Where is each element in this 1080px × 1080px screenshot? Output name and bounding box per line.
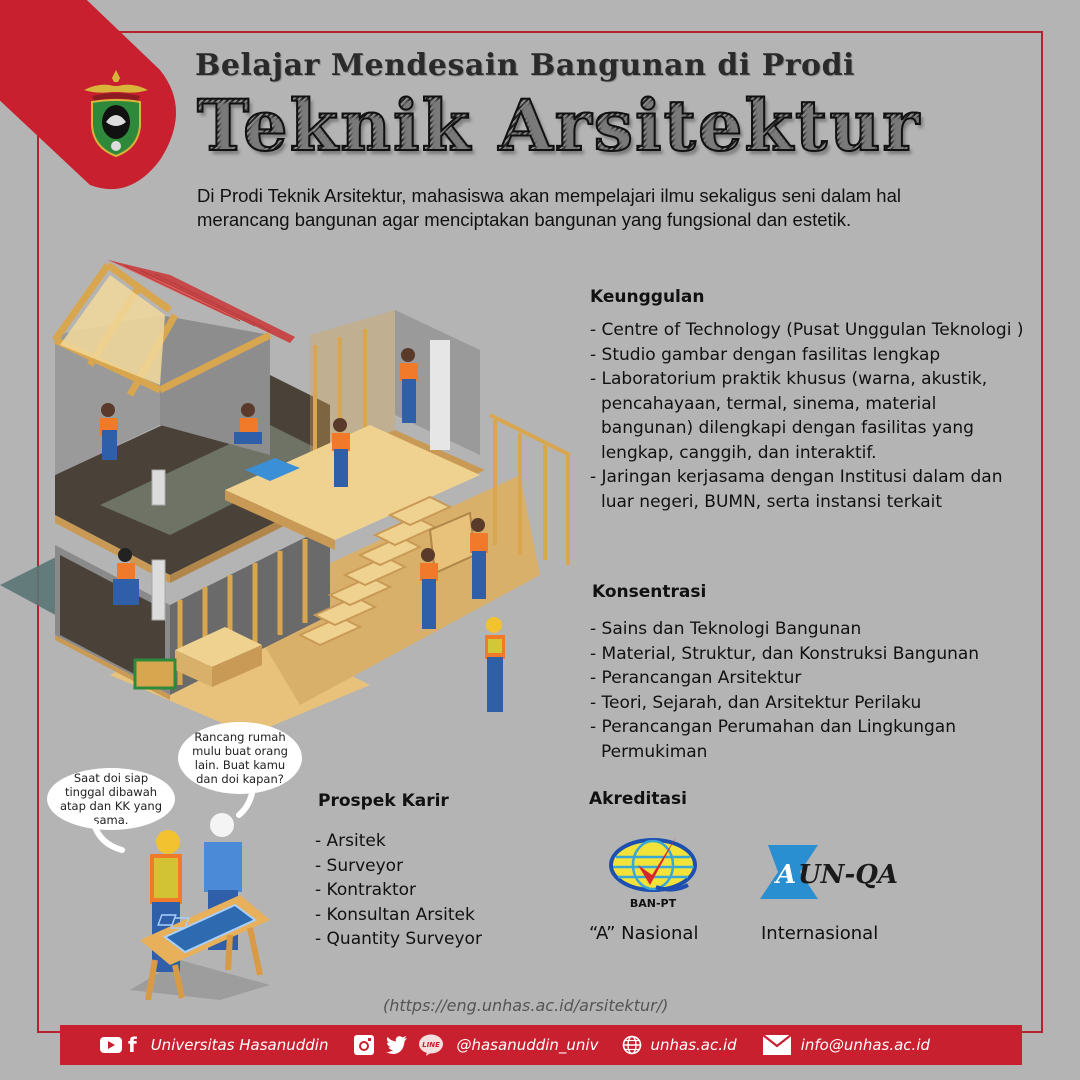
list-item: - Perancangan Arsitektur bbox=[590, 666, 1030, 691]
keunggulan-list bbox=[590, 318, 1030, 514]
list-item: - Quantity Surveyor bbox=[315, 927, 535, 952]
keunggulan-heading: Keunggulan bbox=[590, 287, 705, 307]
akreditasi-heading: Akreditasi bbox=[589, 789, 687, 809]
facebook-icon[interactable]: f bbox=[128, 1033, 137, 1057]
globe-icon bbox=[622, 1035, 642, 1055]
list-item: - Sains dan Teknologi Bangunan bbox=[590, 617, 1030, 642]
svg-text:BAN-PT: BAN-PT bbox=[629, 897, 677, 910]
list-item: - Konsultan Arsitek bbox=[315, 903, 535, 928]
list-item: - Jaringan kerjasama dengan Institusi dalam dan luar negeri, BUMN, serta instansi terkait bbox=[590, 465, 1030, 514]
list-item: - Laboratorium praktik khusus (warna, akustik, pencahayaan, termal, sinema, material bangunan) dilengkapi dengan fasilitas yang lengkap, canggih, dan interaktif. bbox=[590, 367, 1030, 465]
footer-website-link[interactable]: unhas.ac.id bbox=[650, 1036, 737, 1054]
list-item: - Centre of Technology (Pusat Unggulan Teknologi ) bbox=[590, 318, 1030, 343]
list-item: - Teori, Sejarah, dan Arsitektur Perilaku bbox=[590, 691, 1030, 716]
list-item: - Material, Struktur, dan Konstruksi Bangunan bbox=[590, 642, 1030, 667]
workers-blueprint-illustration bbox=[110, 810, 290, 1000]
page-title: Teknik Arsitektur bbox=[197, 84, 922, 167]
konsentrasi-list bbox=[590, 617, 1030, 764]
unhas-crest-logo bbox=[80, 68, 152, 160]
accreditation-national-label: “A” Nasional bbox=[589, 923, 699, 944]
konsentrasi-heading: Konsentrasi bbox=[592, 582, 707, 602]
instagram-icon[interactable] bbox=[354, 1035, 374, 1055]
svg-text:UN-QA: UN-QA bbox=[798, 860, 899, 890]
footer-social-handle[interactable]: @hasanuddin_univ bbox=[456, 1036, 599, 1054]
list-item: - Kontraktor bbox=[315, 878, 535, 903]
list-item: - Perancangan Perumahan dan Lingkungan Permukiman bbox=[590, 715, 1030, 764]
list-item: - Arsitek bbox=[315, 829, 535, 854]
list-item: - Surveyor bbox=[315, 854, 535, 879]
aun-qa-logo bbox=[760, 843, 905, 901]
page-subtitle: Belajar Mendesain Bangunan di Prodi bbox=[195, 48, 855, 83]
youtube-icon[interactable] bbox=[100, 1037, 122, 1053]
footer-email-link[interactable]: info@unhas.ac.id bbox=[800, 1036, 931, 1054]
speech-bubble-right: Rancang rumah mulu buat orang lain. Buat kamu dan doi kapan? bbox=[178, 722, 302, 794]
footer-contact-bar bbox=[60, 1025, 1022, 1065]
prospek-list bbox=[315, 829, 535, 952]
line-icon[interactable] bbox=[418, 1034, 444, 1056]
svg-text:LINE: LINE bbox=[422, 1041, 441, 1049]
footer-university-name[interactable]: Universitas Hasanuddin bbox=[150, 1036, 329, 1054]
list-item: - Studio gambar dengan fasilitas lengkap bbox=[590, 343, 1030, 368]
twitter-icon[interactable] bbox=[386, 1036, 408, 1054]
prospek-heading: Prospek Karir bbox=[318, 791, 449, 811]
accreditation-international-label: Internasional bbox=[761, 923, 879, 944]
source-url[interactable]: (https://eng.unhas.ac.id/arsitektur/) bbox=[383, 996, 669, 1015]
speech-bubble-left: Saat doi siap tinggal dibawah atap dan KK yang sama. bbox=[47, 768, 175, 830]
intro-paragraph: Di Prodi Teknik Arsitektur, mahasiswa akan mempelajari ilmu sekaligus seni dalam hal merancang bangunan agar menciptakan bangunan yang fungsional dan estetik. bbox=[197, 185, 901, 230]
email-icon bbox=[763, 1035, 791, 1055]
svg-text:A: A bbox=[776, 860, 797, 890]
ban-pt-logo bbox=[608, 835, 703, 910]
house-construction-illustration bbox=[0, 255, 590, 735]
